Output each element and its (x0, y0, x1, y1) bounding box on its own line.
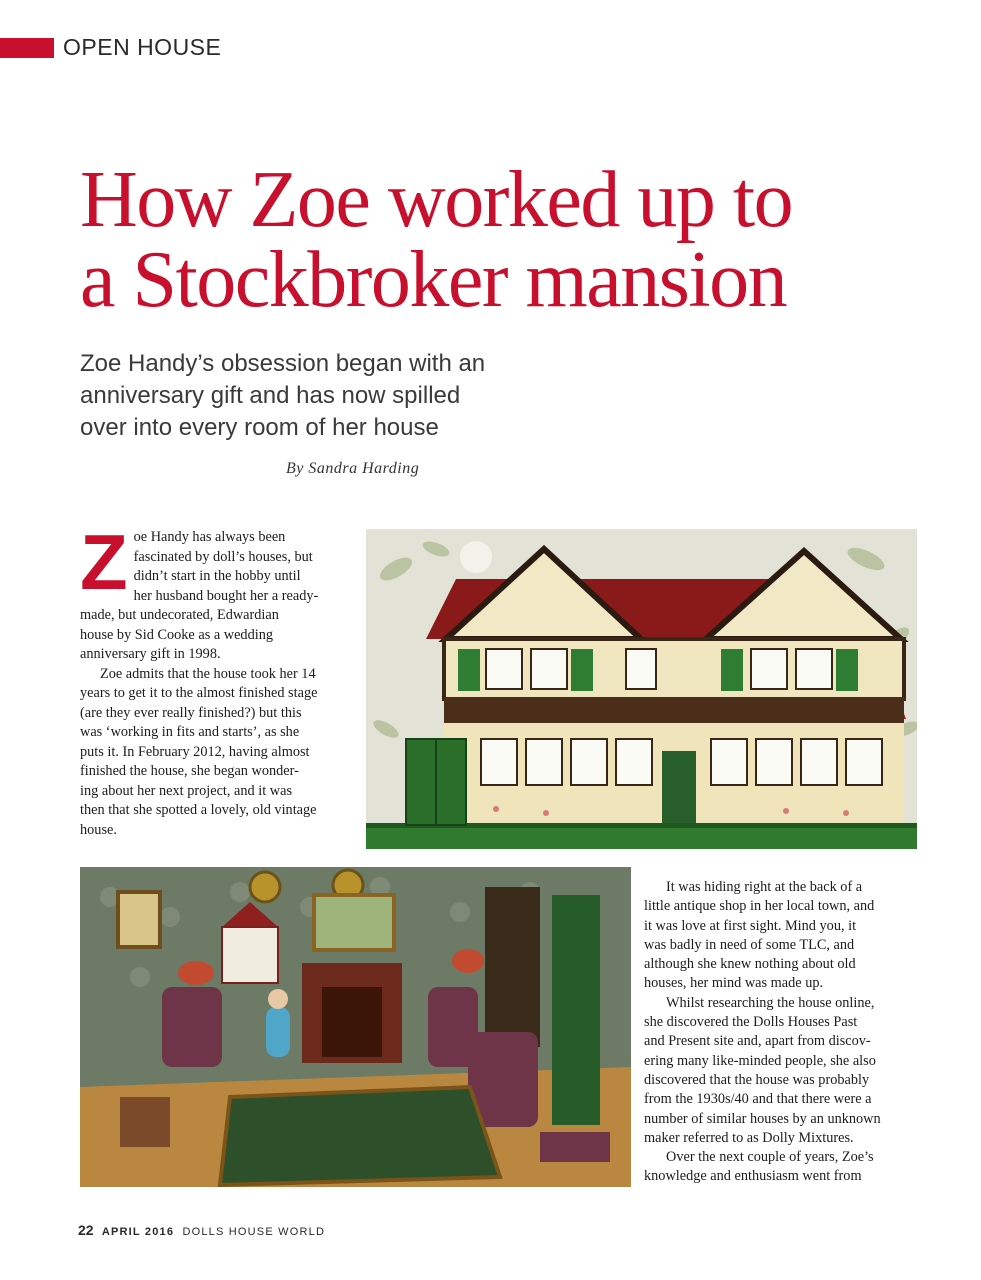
text-line: little antique shop in her local town, and (644, 898, 875, 915)
text-line: didn’t start in the hobby until (133, 568, 301, 584)
headline-line-2: a Stockbroker mansion (80, 236, 787, 324)
text-line: fascinated by doll’s houses, but (133, 548, 313, 565)
body-paragraph (644, 994, 916, 1148)
drop-cap: Z (80, 518, 128, 606)
standfirst-line-2: anniversary gift and has now spilled (80, 382, 461, 409)
text-line: Whilst researching the house online, (666, 994, 875, 1011)
standfirst-line-3: over into every room of her house (80, 414, 439, 441)
headline (80, 156, 960, 324)
text-line: puts it. In February 2012, having almost (80, 743, 310, 760)
text-line: years to get it to the almost finished stage (80, 685, 318, 701)
text-line: from the 1930s/40 and that there were a (644, 1091, 872, 1108)
text-line: discovered that the house was probably (644, 1071, 870, 1088)
text-line: then that she spotted a lovely, old vintage (80, 802, 317, 818)
text-line: ering many like-minded people, she also (644, 1052, 876, 1069)
text-line: ing about her next project, and it was (80, 782, 293, 799)
dolls-house-exterior-photo (366, 529, 917, 849)
section-marker-bar (0, 38, 54, 58)
body-column-right (644, 878, 916, 1187)
body-paragraph (80, 518, 350, 665)
text-line: it was love at first sight. Mind you, it (644, 917, 857, 934)
body-column-left (80, 518, 350, 840)
text-line: Zoe admits that the house took her 14 (100, 665, 316, 682)
headline-line-1: How Zoe worked up to (80, 156, 793, 244)
text-line: was badly in need of some TLC, and (644, 936, 855, 953)
text-line: knowledge and enthusiasm went from (644, 1168, 862, 1185)
text-line: although she knew nothing about old (644, 956, 856, 973)
text-line: (are they ever really finished?) but this (80, 704, 302, 721)
text-line: Over the next couple of years, Zoe’s (666, 1149, 874, 1166)
text-line: It was hiding right at the back of a (666, 879, 863, 895)
standfirst-line-1: Zoe Handy’s obsession began with an (80, 350, 486, 377)
text-line: anniversary gift in 1998. (80, 646, 221, 662)
text-line: maker referred to as Dolly Mixtures. (644, 1129, 854, 1146)
body-paragraph (80, 665, 350, 841)
body-paragraph (644, 1148, 916, 1187)
body-paragraph (644, 878, 916, 994)
section-label: OPEN HOUSE (63, 34, 222, 60)
text-line: oe Handy has always been (133, 529, 286, 545)
standfirst (80, 348, 580, 444)
page-footer (78, 1222, 325, 1238)
page-number: 22 (78, 1222, 94, 1238)
issue-date: APRIL 2016 (101, 1226, 175, 1238)
text-line: house by Sid Cooke as a wedding (80, 626, 273, 643)
text-line: made, but undecorated, Edwardian (80, 607, 279, 623)
text-line: house. (80, 821, 117, 838)
text-line: was ‘working in fits and starts’, as she (80, 724, 300, 740)
text-line: finished the house, she began wonder- (80, 763, 299, 779)
byline: By Sandra Harding (286, 460, 420, 477)
dolls-house-sitting-room-photo (80, 867, 631, 1187)
magazine-name: DOLLS HOUSE WORLD (182, 1226, 326, 1238)
text-line: and Present site and, apart from discov- (644, 1033, 871, 1050)
text-line: houses, her mind was made up. (644, 975, 824, 992)
text-line: number of similar houses by an unknown (644, 1110, 881, 1127)
text-line: she discovered the Dolls Houses Past (644, 1014, 858, 1031)
text-line: her husband bought her a ready- (133, 587, 319, 604)
